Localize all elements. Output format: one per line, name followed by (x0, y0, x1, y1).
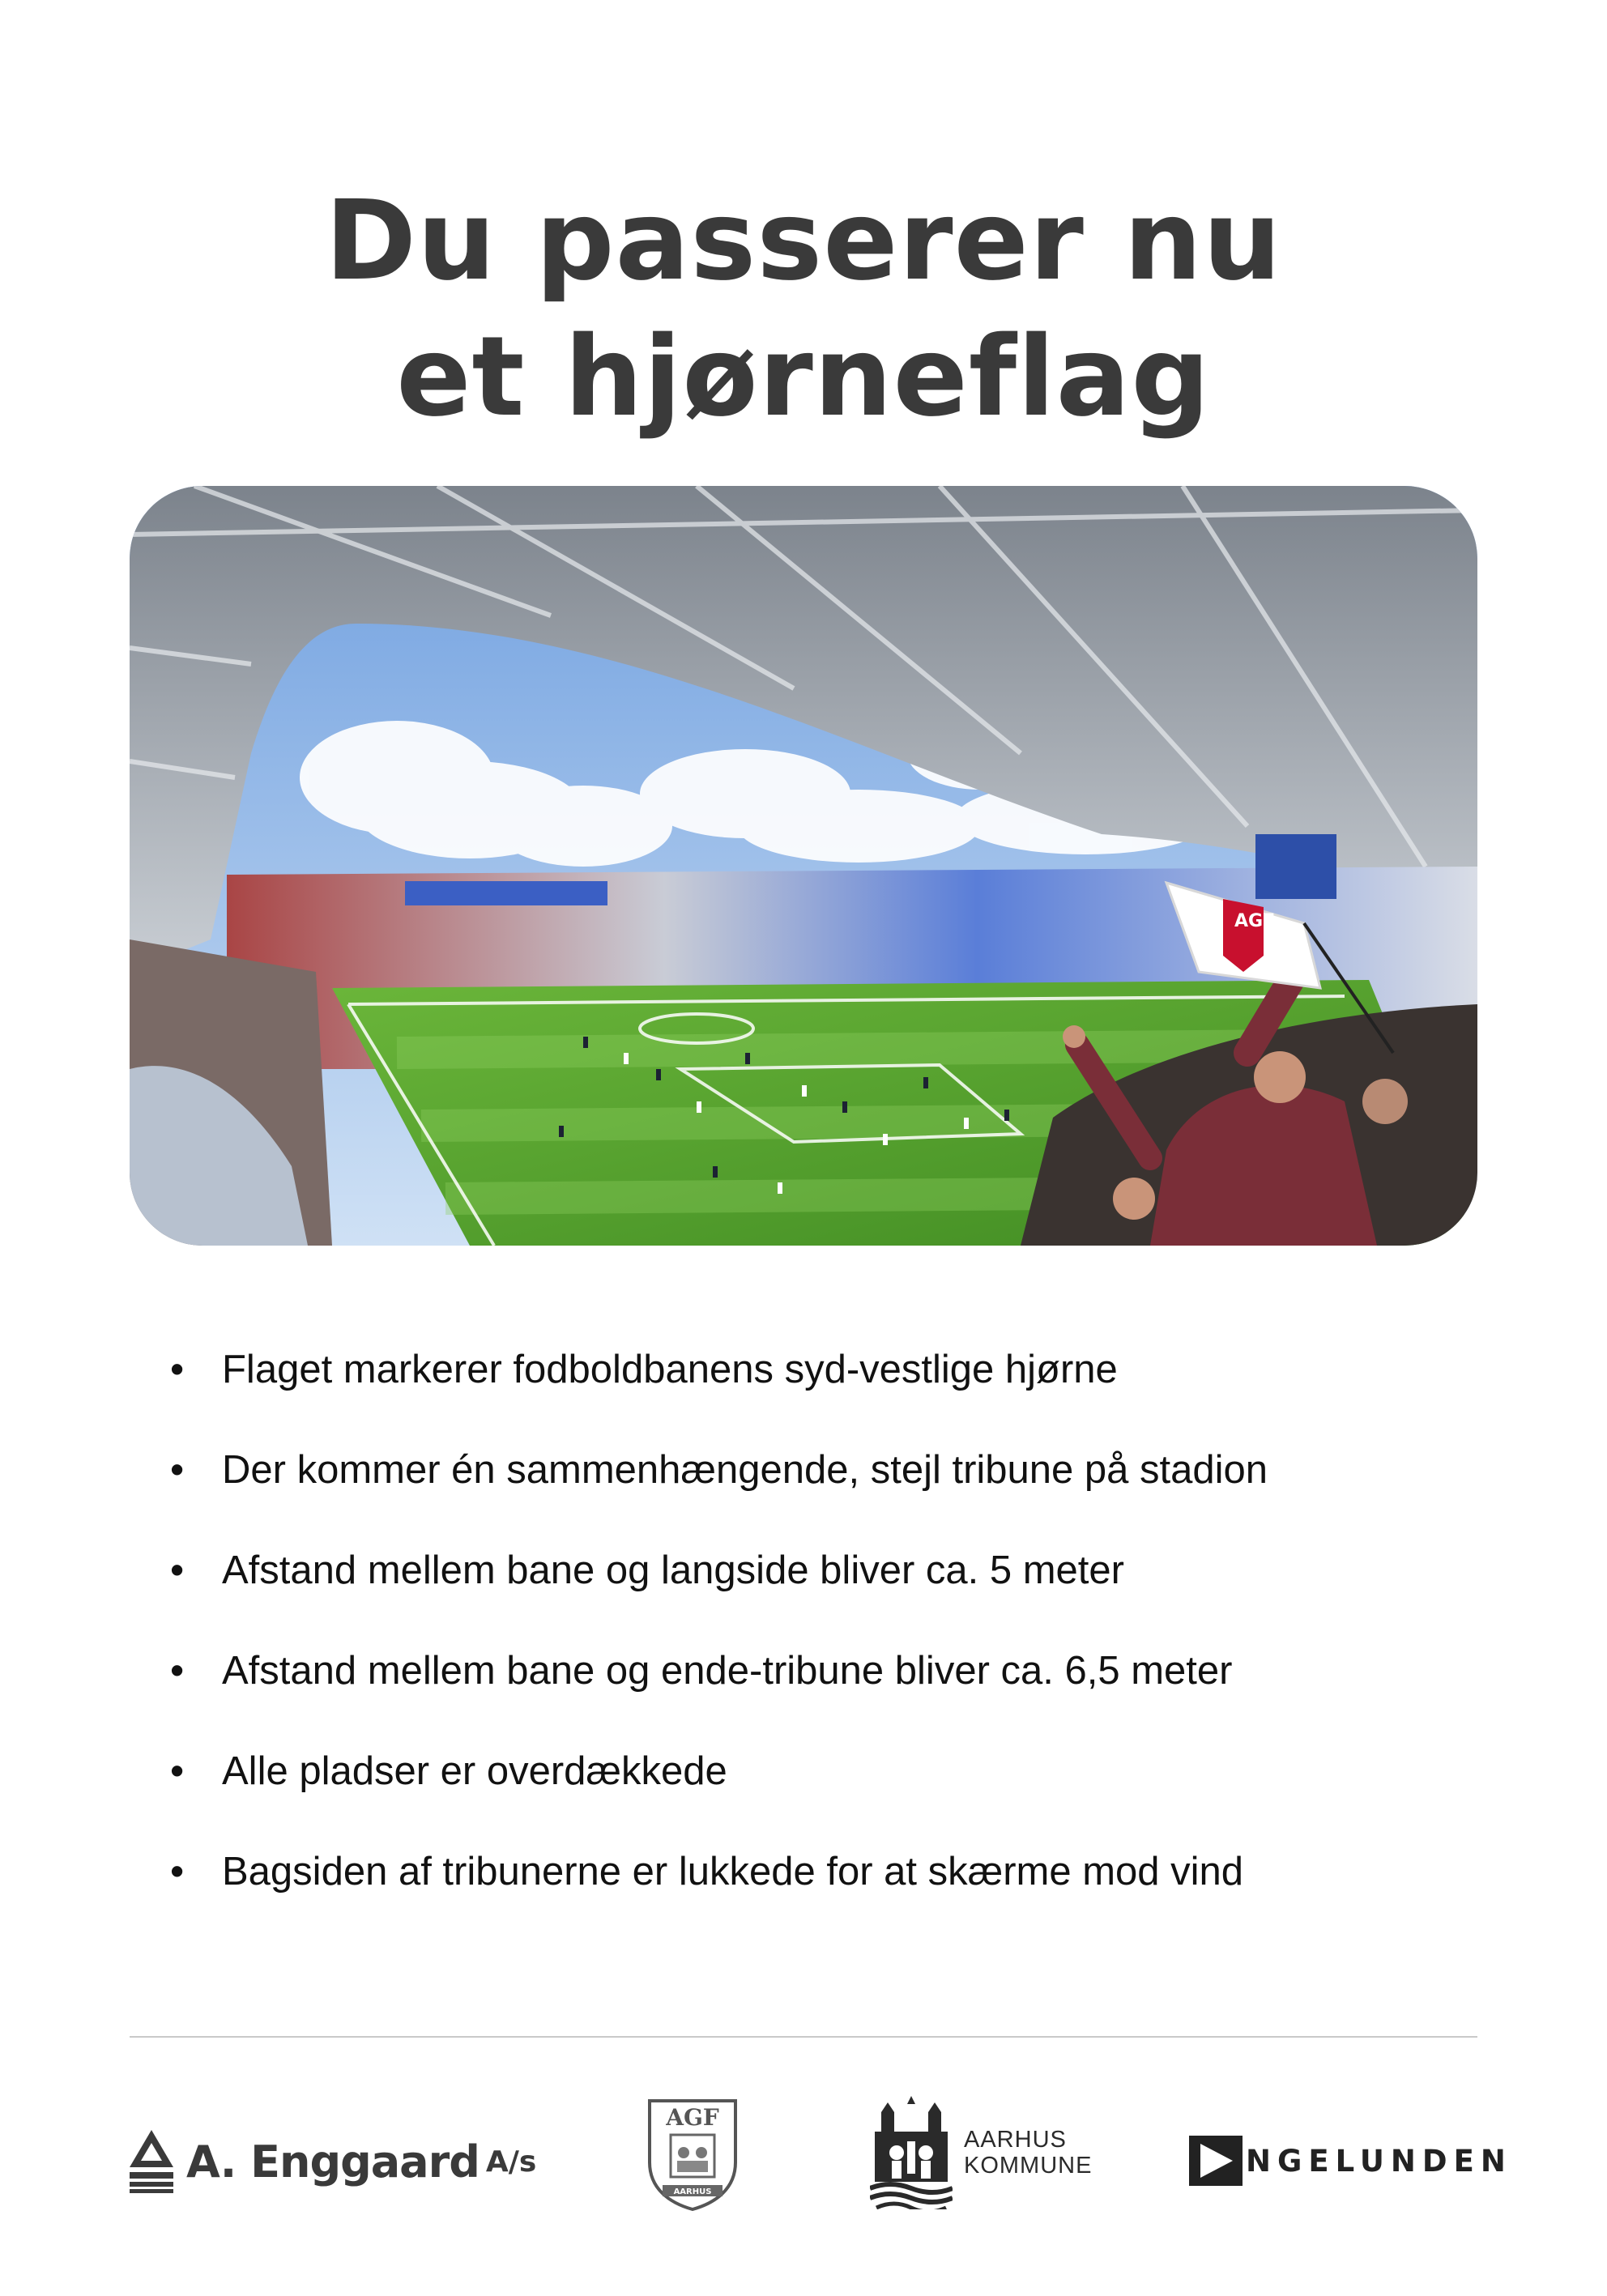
engelunden-name: NGELUNDEN (1246, 2143, 1512, 2179)
fact-item: • Alle pladser er overdækkede (170, 1746, 1498, 1796)
engelunden-e-mark-icon (1189, 2136, 1243, 2186)
fact-item: • Afstand mellem bane og ende-tribune bliver ca. 6,5 meter (170, 1646, 1498, 1696)
agf-crest-icon (645, 2098, 740, 2211)
sponsor-logos (0, 2089, 1607, 2227)
engaard-suffix: A/s (485, 2145, 537, 2179)
stadium-illustration (130, 486, 1477, 1246)
engaard-name: A. Enggaard (186, 2136, 480, 2187)
footer-divider (130, 2036, 1477, 2038)
agf-crest-banner: AARHUS (673, 2187, 712, 2196)
headline (0, 173, 1607, 445)
aarhus-city-crest-icon (870, 2096, 953, 2209)
fact-item: • Flaget markerer fodboldbanens syd-vestlige hjørne (170, 1344, 1498, 1395)
aarhus-kommune-logo (870, 2096, 1092, 2209)
agf-crest-text: AGF (666, 2104, 719, 2131)
fact-item: • Bagsiden af tribunerne er lukkede for at skærme mod vind (170, 1847, 1498, 1897)
engelunden-logo (1189, 2132, 1512, 2190)
fact-item: • Der kommer én sammenhængende, stejl tribune på stadion (170, 1445, 1498, 1495)
agf-logo (645, 2098, 740, 2211)
engaard-mark-icon (130, 2130, 173, 2193)
fan-flag-text: AGF (1234, 911, 1276, 931)
headline-line-2: et hjørneflag (396, 313, 1211, 441)
engaard-logo (130, 2128, 536, 2195)
aarhus-kommune-line-1: AARHUS (964, 2127, 1067, 2153)
stadium-illustration-svg (130, 486, 1477, 1246)
headline-line-1: Du passerer nu (325, 177, 1282, 305)
facts-list (170, 1344, 1498, 1947)
aarhus-kommune-line-2: KOMMUNE (964, 2153, 1093, 2179)
fact-item: • Afstand mellem bane og langside bliver ca. 5 meter (170, 1545, 1498, 1595)
